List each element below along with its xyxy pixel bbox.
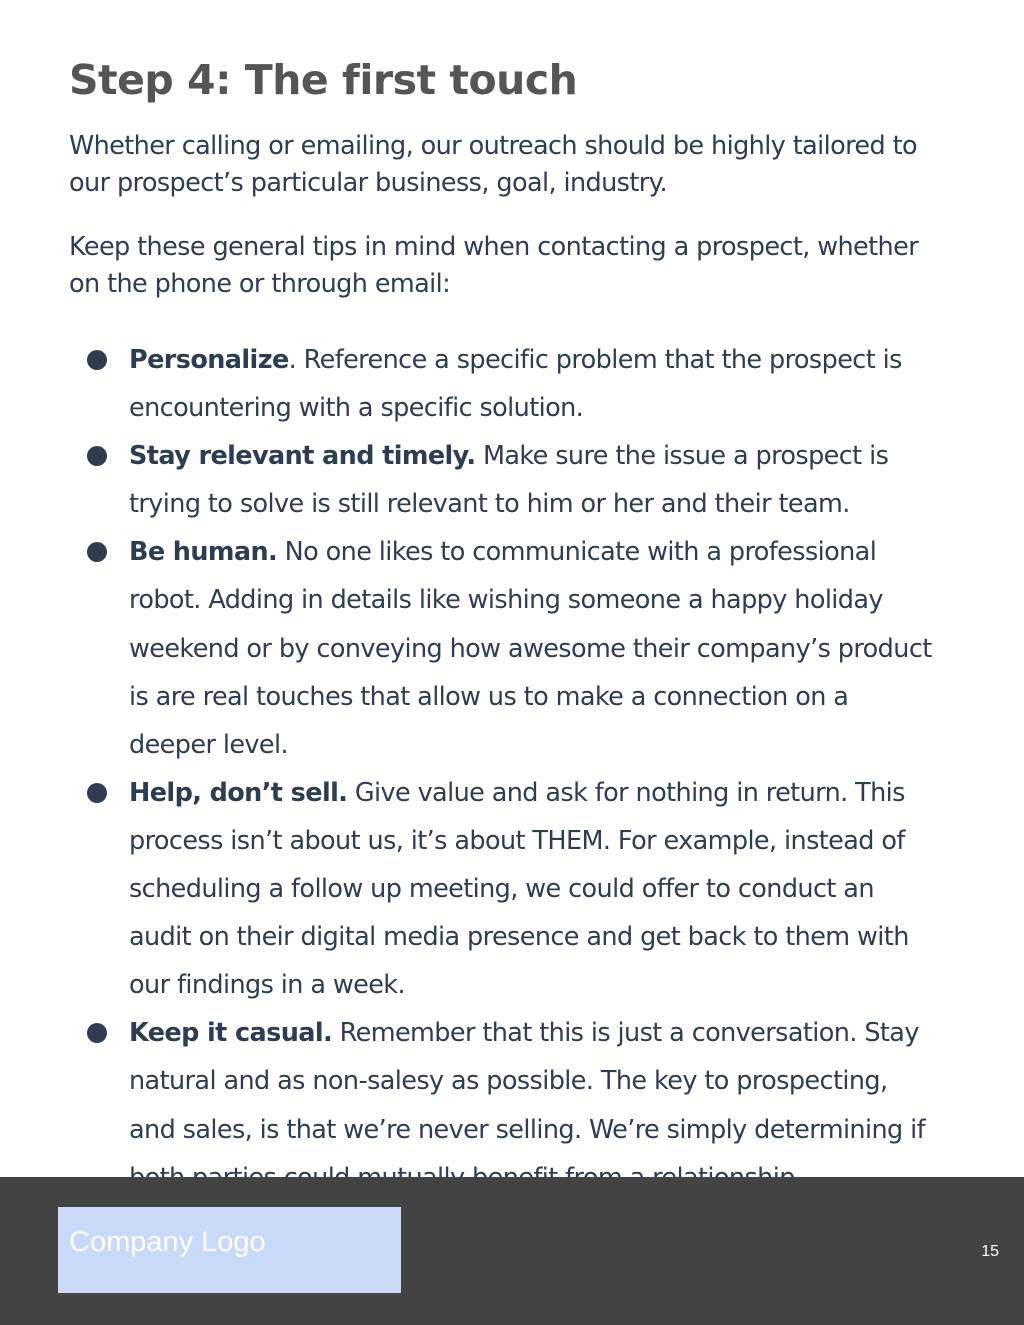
- tip-text: Make sure the issue a prospect is trying to solve is still relevant to him or her and their team.: [129, 441, 889, 520]
- page-title: Step 4: The first touch: [69, 56, 578, 104]
- intro-paragraph: Whether calling or emailing, our outreach should be highly tailored to our prospect’s particular business, goal, industry.: [69, 131, 917, 198]
- bullet-icon: [87, 1023, 107, 1043]
- company-logo: [58, 1207, 401, 1293]
- bullet-icon: [87, 542, 107, 562]
- tip-item-help-dont-sell: [0, 769, 941, 1009]
- tip-term: Be human.: [129, 537, 278, 568]
- tip-term: Stay relevant and timely.: [129, 441, 476, 472]
- bullet-icon: [87, 350, 107, 370]
- tip-term: Personalize: [129, 345, 289, 375]
- tip-term: Help, don’t sell.: [129, 777, 348, 808]
- page-footer: [0, 1177, 1024, 1325]
- tip-term: Keep it casual.: [129, 1018, 333, 1049]
- instruction-paragraph: Keep these general tips in mind when contacting a prospect, whether on the phone or through email:: [69, 232, 919, 299]
- tip-text: Remember that this is just a conversation. Stay natural and as non-salesy as possible. The key to prospecting, and sales, is that we’re never selling. We’re simply determining if: [129, 1018, 925, 1145]
- tip-text: No one likes to communicate with a professional robot. Adding in details like wishing someone a happy holiday weekend or by conveying how awesome their company’s product is are real touches that allow us to make a connection on a deeper level.: [129, 537, 932, 760]
- bullet-icon: [87, 446, 107, 466]
- tip-text: Give value and ask for nothing in return. This process isn’t about us, it’s about THEM. For example, instead of scheduling a follow up meeting, we could offer to conduct an audit on their digital media presence and get back to them with our findings in a week.: [129, 777, 909, 1001]
- tips-list: [0, 336, 941, 1202]
- tip-item-keep-it-casual: [0, 1009, 941, 1201]
- bullet-icon: [87, 783, 107, 803]
- tip-item-personalize: [0, 336, 941, 432]
- tip-text: . Reference a specific problem that the prospect is encountering with a specific solution.: [129, 345, 902, 424]
- page-number: 15: [981, 1243, 999, 1260]
- tip-item-stay-relevant: [0, 432, 941, 528]
- tip-item-be-human: [0, 528, 941, 768]
- company-logo-text: Company Logo: [69, 1226, 266, 1258]
